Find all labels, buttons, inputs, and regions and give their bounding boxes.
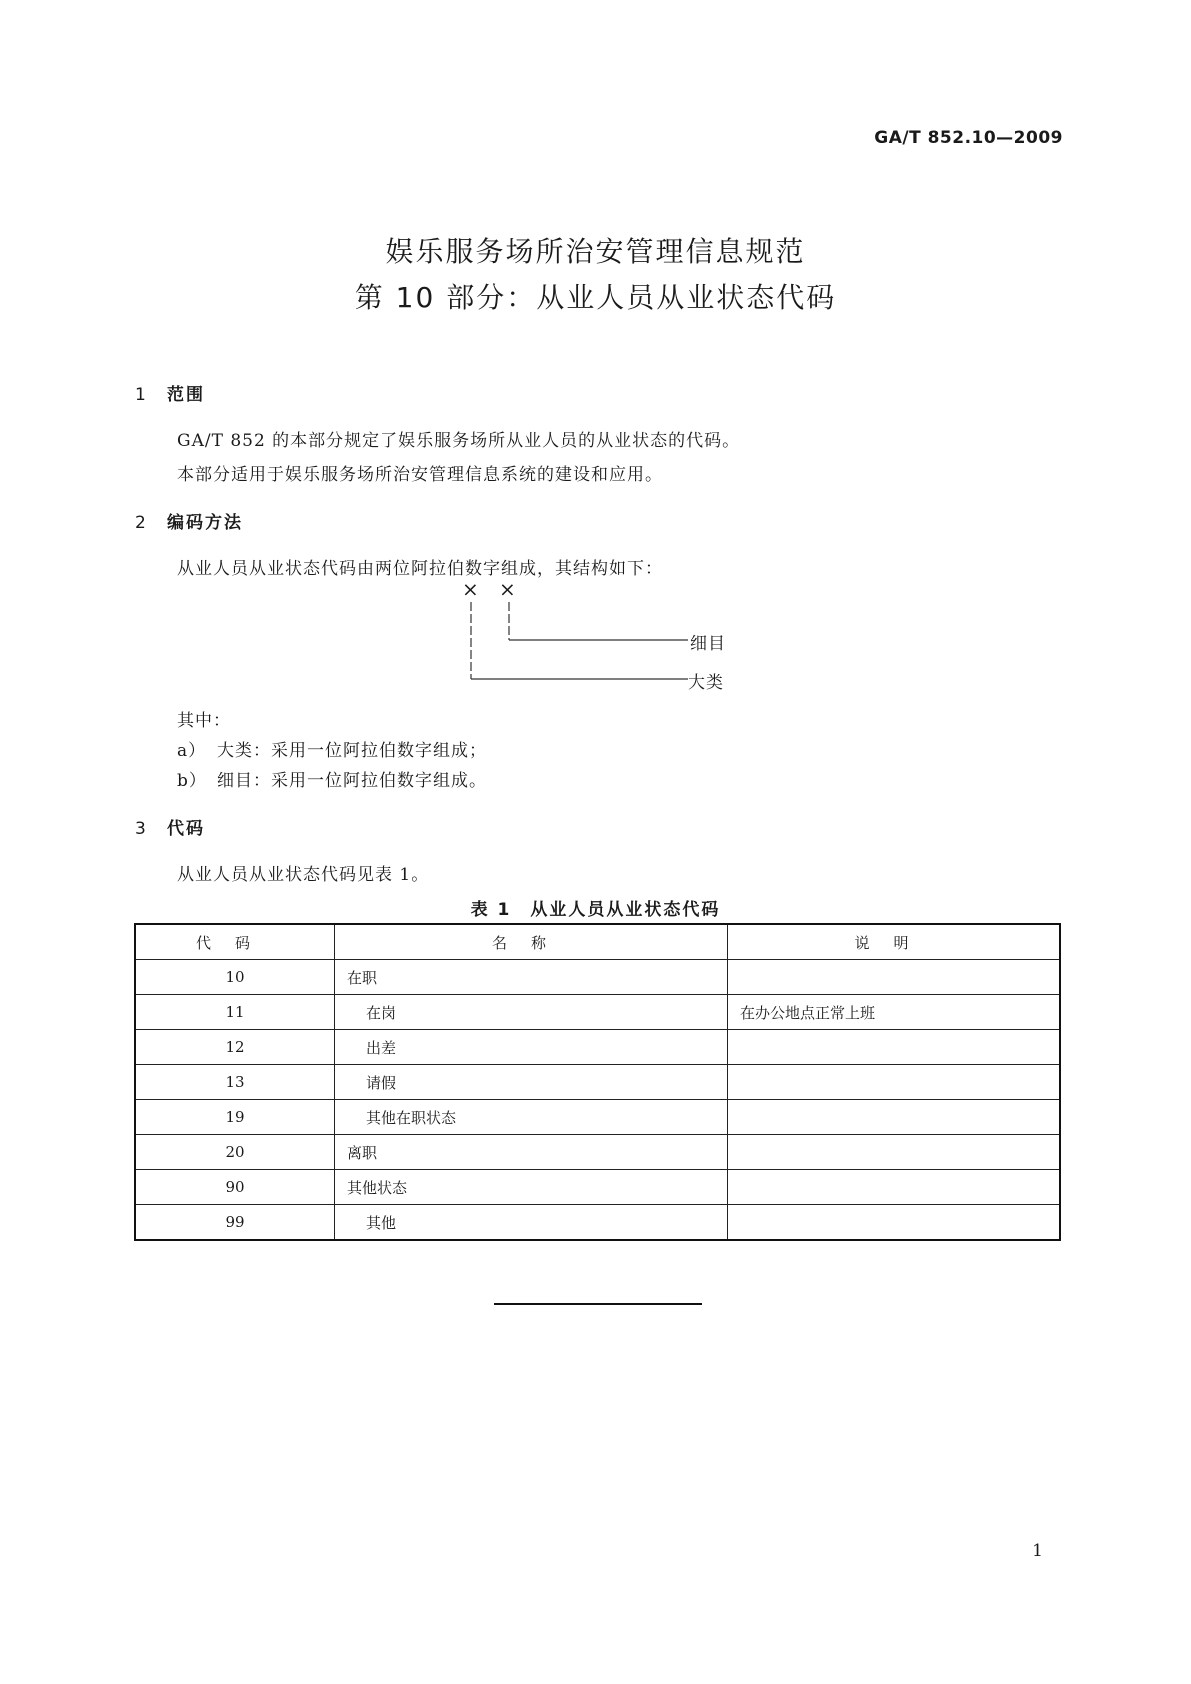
header-code: 代码 [135,924,335,960]
cell-description: 在办公地点正常上班 [728,995,1061,1030]
cell-name: 在职 [335,960,728,995]
table-row [135,1065,1060,1100]
list-marker: b） [177,771,207,791]
table-header-row [135,924,1060,960]
label-detail: 细目 [690,634,726,654]
table-row [135,1100,1060,1135]
document-title: 娱乐服务场所治安管理信息规范 [385,235,806,268]
cell-description [728,1205,1061,1241]
section-title: 代码 [167,819,205,839]
section-title: 范围 [167,385,205,405]
list-item [177,766,487,791]
cell-name: 其他状态 [335,1170,728,1205]
code-structure-diagram [462,577,742,697]
cell-name: 出差 [335,1030,728,1065]
table-row [135,1205,1060,1241]
cell-description [728,960,1061,995]
list-marker: a） [177,741,207,761]
cell-description [728,1135,1061,1170]
table-row [135,995,1060,1030]
label-major: 大类 [688,673,724,693]
cell-code: 20 [135,1135,335,1170]
cell-code: 10 [135,960,335,995]
cell-code: 19 [135,1100,335,1135]
header-description: 说明 [728,924,1061,960]
section-title: 编码方法 [167,513,243,533]
cell-name: 请假 [335,1065,728,1100]
paragraph: 本部分适用于娱乐服务场所治安管理信息系统的建设和应用。 [177,465,663,485]
section-2-heading [135,508,243,533]
table-row [135,1170,1060,1205]
section-number: 2 [135,513,148,533]
table-row [135,1135,1060,1170]
section-number: 3 [135,819,148,839]
header-name: 名称 [335,924,728,960]
standard-number: GA/T 852.10—2009 [874,128,1063,148]
table-row [135,960,1060,995]
cell-code: 12 [135,1030,335,1065]
digit-marker-major: × [462,577,480,601]
paragraph: 从业人员从业状态代码见表 1。 [177,865,430,885]
cell-description [728,1100,1061,1135]
status-code-table [134,923,1061,1241]
cell-code: 90 [135,1170,335,1205]
paragraph: 从业人员从业状态代码由两位阿拉伯数字组成，其结构如下： [177,559,663,579]
section-1-heading [135,380,205,405]
cell-description [728,1170,1061,1205]
cell-code: 13 [135,1065,335,1100]
section-number: 1 [135,385,148,405]
cell-description [728,1030,1061,1065]
paragraph: GA/T 852 的本部分规定了娱乐服务场所从业人员的从业状态的代码。 [177,431,741,451]
section-3-heading [135,814,205,839]
cell-name: 其他 [335,1205,728,1241]
end-rule [494,1303,702,1305]
paragraph: 其中： [177,711,231,731]
table-row [135,1030,1060,1065]
list-text: 细目：采用一位阿拉伯数字组成。 [217,771,487,791]
cell-name: 在岗 [335,995,728,1030]
cell-code: 11 [135,995,335,1030]
document-subtitle: 第 10 部分：从业人员从业状态代码 [354,281,837,314]
table-caption: 表 1 从业人员从业状态代码 [470,900,721,920]
cell-name: 离职 [335,1135,728,1170]
list-text: 大类：采用一位阿拉伯数字组成； [217,741,487,761]
cell-description [728,1065,1061,1100]
page-number: 1 [1032,1541,1043,1561]
list-item [177,736,487,761]
cell-code: 99 [135,1205,335,1241]
digit-marker-detail: × [499,577,517,601]
cell-name: 其他在职状态 [335,1100,728,1135]
